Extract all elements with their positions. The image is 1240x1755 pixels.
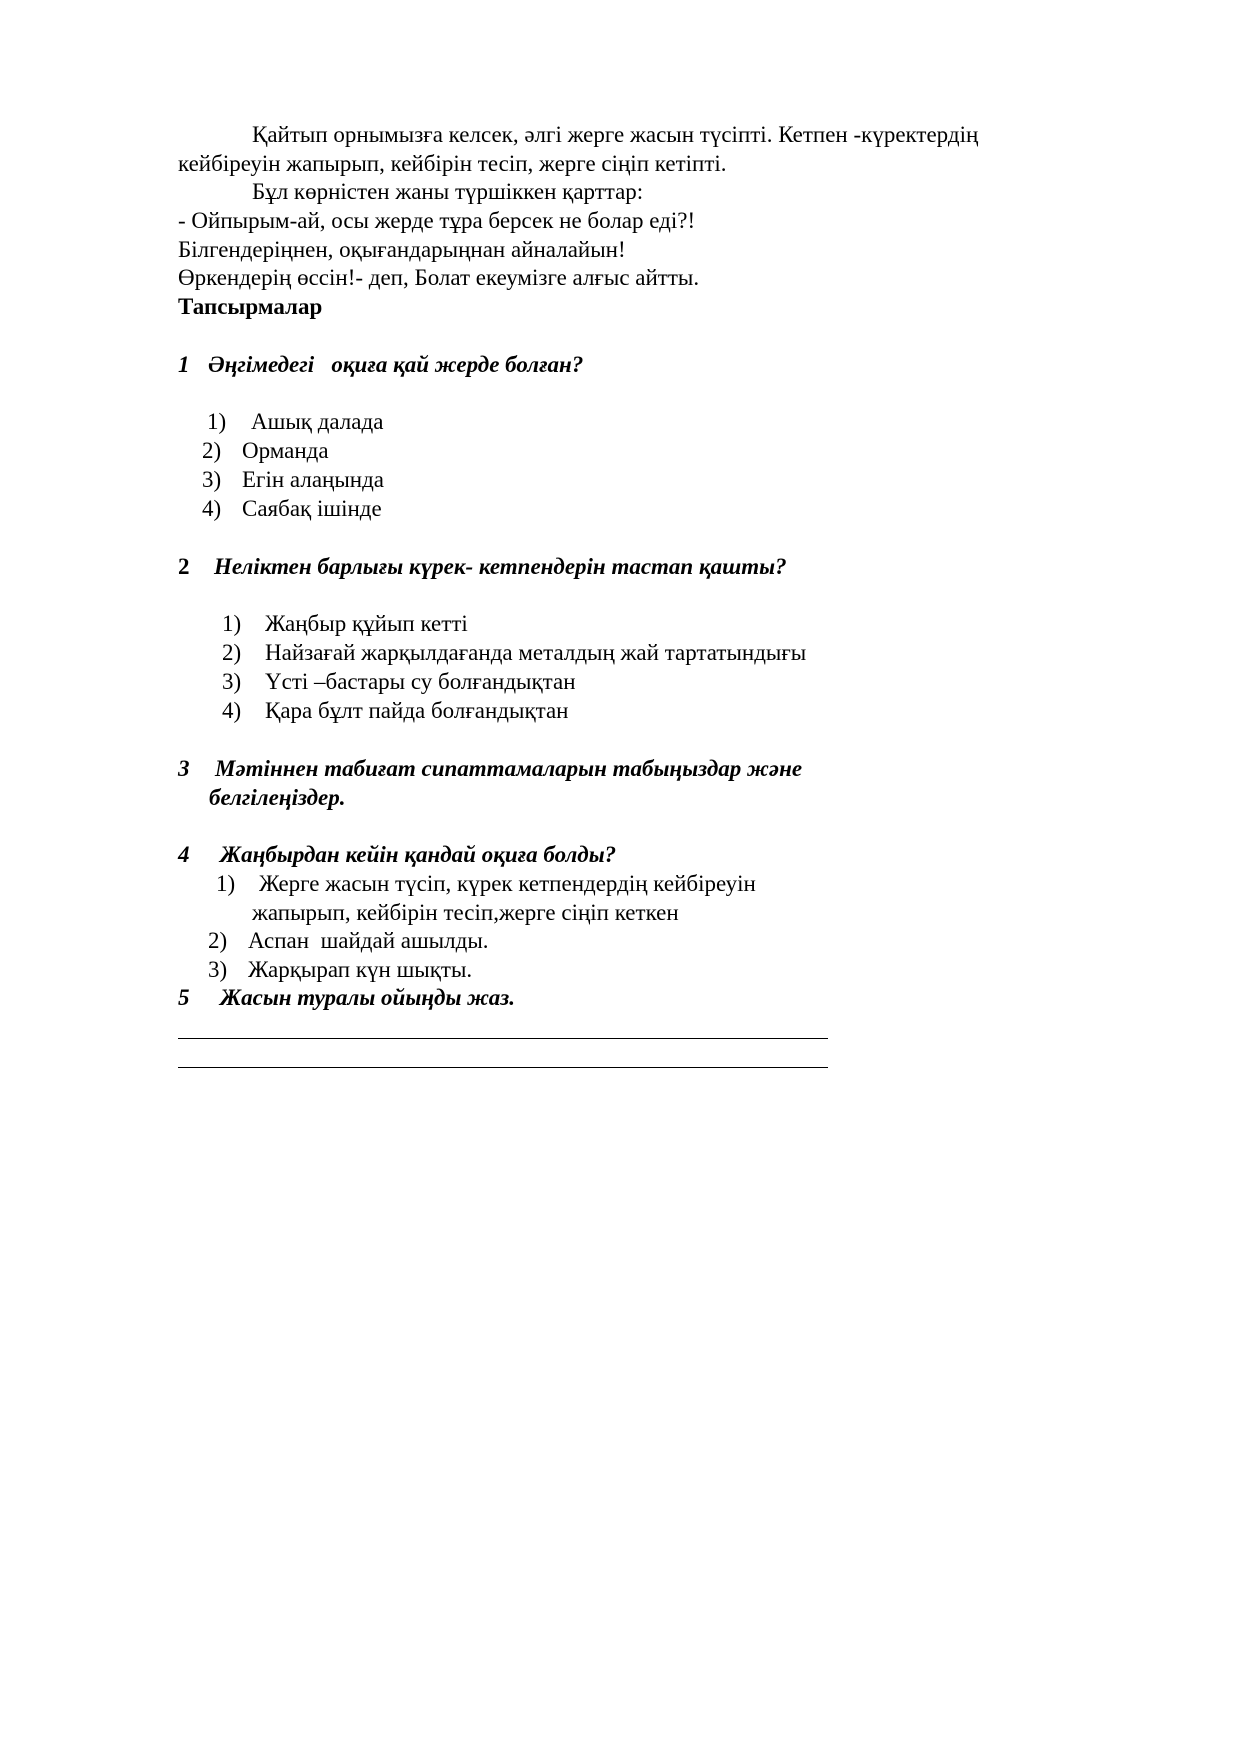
- q1-option-4-text: Саябақ ішінде: [242, 496, 382, 521]
- question-1-text: Әңгімедегі оқиға қай жерде болған?: [208, 352, 584, 377]
- q1-option-4-number: 4): [202, 496, 222, 521]
- q4-option-1-text-continued: жапырып, кейбірін тесіп,жерге сіңіп кеткен: [252, 900, 679, 925]
- passage-line-6: Өркендерің өссін!- деп, Болат екеумізге алғыс айтты.: [178, 265, 700, 290]
- tasks-heading: Тапсырмалар: [178, 294, 323, 319]
- passage-line-2: кейбіреуін жапырып, кейбірін тесіп, жерге сіңіп кетіпті.: [178, 151, 727, 176]
- passage-line-4: - Ойпырым-ай, осы жерде тұра берсек не болар еді?!: [178, 208, 696, 233]
- q2-option-1-text: Жаңбыр құйып кетті: [265, 611, 468, 636]
- q4-option-1-text: Жерге жасын түсіп, күрек кетпендердің кейбіреуін: [259, 871, 756, 896]
- q2-option-4-text: Қара бұлт пайда болғандықтан: [265, 698, 569, 723]
- q4-option-3-number: 3): [208, 957, 228, 982]
- q1-option-1-text: Ашық далада: [251, 409, 384, 434]
- q2-option-1-number: 1): [222, 611, 242, 636]
- question-3-text-line-1: Мәтіннен табиғат сипаттамаларын табыңыздар және: [215, 756, 803, 781]
- question-3-number: 3: [178, 756, 190, 781]
- question-1-number: 1: [178, 352, 190, 377]
- q2-option-3-text: Үсті –бастары су болғандықтан: [265, 669, 576, 694]
- question-2-number: 2: [178, 554, 190, 579]
- q1-option-2-number: 2): [202, 438, 222, 463]
- q2-option-2-number: 2): [222, 640, 242, 665]
- q1-option-3-number: 3): [202, 467, 222, 492]
- q2-option-4-number: 4): [222, 698, 242, 723]
- q1-option-2-text: Орманда: [242, 438, 329, 463]
- question-5-text: Жасын туралы ойыңды жаз.: [220, 985, 515, 1010]
- question-3-text-line-2: белгілеңіздер.: [209, 785, 346, 810]
- q2-option-3-number: 3): [222, 669, 242, 694]
- question-5-number: 5: [178, 985, 190, 1010]
- q4-option-2-number: 2): [208, 928, 228, 953]
- passage-line-3: Бұл көрністен жаны түршіккен қарттар:: [252, 179, 644, 204]
- question-4-text: Жаңбырдан кейін қандай оқиға болды?: [220, 842, 617, 867]
- q4-option-1-number: 1): [216, 871, 236, 896]
- q4-option-3-text: Жарқырап күн шықты.: [248, 957, 473, 982]
- q4-option-2-text: Аспан шайдай ашылды.: [248, 928, 489, 953]
- passage-line-5: Білгендеріңнен, оқығандарыңнан айналайын!: [178, 237, 626, 262]
- answer-line-1[interactable]: [178, 1038, 828, 1039]
- q1-option-1-number: 1): [207, 409, 227, 434]
- q1-option-3-text: Егін алаңында: [242, 467, 385, 492]
- question-4-number: 4: [178, 842, 190, 867]
- passage-line-1: Қайтып орнымызға келсек, әлгі жерге жасын түсіпті. Кетпен -күректердің: [252, 122, 979, 147]
- question-2-text: Неліктен барлығы күрек- кетпендерін тастап қашты?: [214, 554, 787, 579]
- q2-option-2-text: Найзағай жарқылдағанда металдың жай тартатындығы: [265, 640, 807, 665]
- answer-line-2[interactable]: [178, 1067, 828, 1068]
